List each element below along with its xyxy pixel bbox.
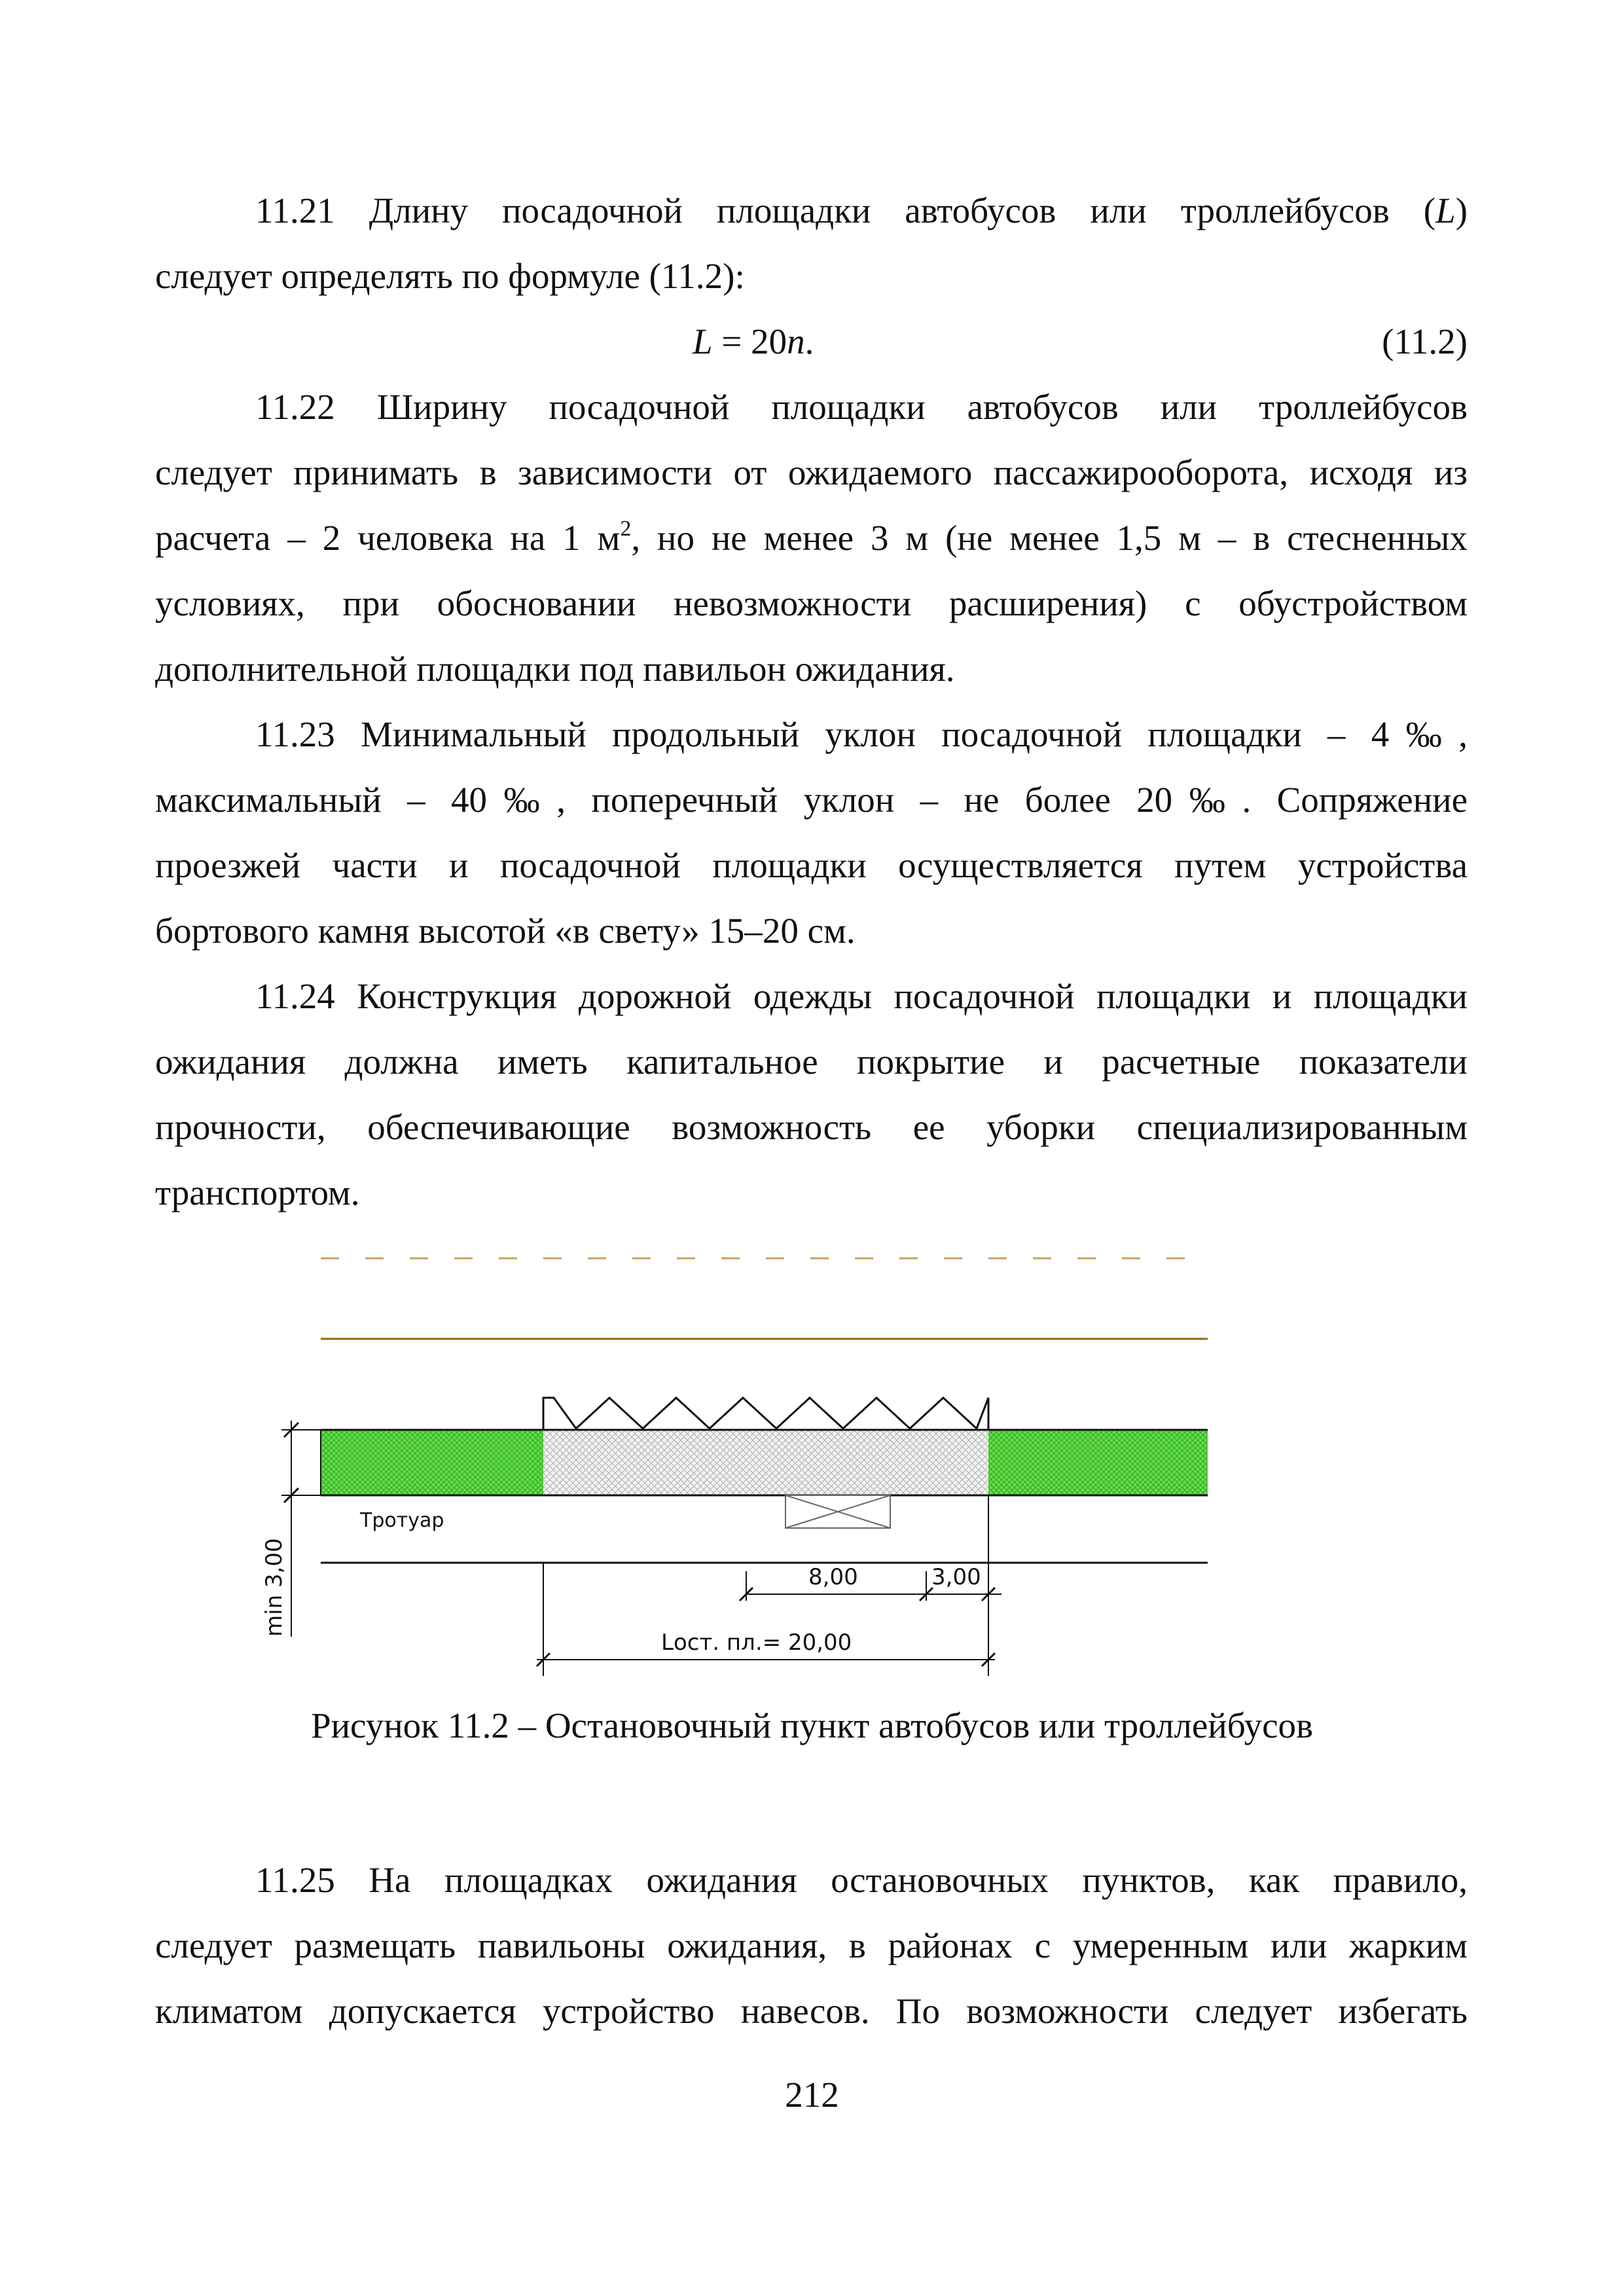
dimension-total: Lост. пл.= 20,00 [661,1630,852,1656]
paragraph-11-23-line-4: бортового камня высотой «в свету» 15–20 см. [155,911,856,951]
boarding-platform [543,1430,988,1495]
paragraph-11-24-line-2: ожидания должна иметь капитальное покрытие и расчетные показатели [155,1042,1468,1082]
paragraph-11-23-line-1: 11.23 Минимальный продольный уклон посадочной площадки – 4‰, [255,714,1468,754]
bus-stop-figure [242,1244,1237,1689]
paragraph-11-22-line-1: 11.22 Ширину посадочной площадки автобусов или троллейбусов [255,387,1468,427]
paragraph-11-21-line-1: 11.21 Длину посадочной площадки автобусов или троллейбусов (L) [255,191,1468,230]
green-strip-left [321,1430,543,1495]
paragraph-11-22-line-4: условиях, при обосновании невозможности расширения) с обустройством [155,583,1468,623]
figure-caption: Рисунок 11.2 – Остановочный пункт автобусов или троллейбусов [311,1705,1313,1745]
paragraph-11-25-line-2: следует размещать павильоны ожидания, в районах с умеренным или жарким [155,1925,1468,1965]
page-number: 212 [785,2075,839,2115]
paragraph-11-24-line-3: прочности, обеспечивающие возможность ее уборки специализированным [155,1107,1468,1147]
paragraph-11-25-line-1: 11.25 На площадках ожидания остановочных пунктов, как правило, [255,1860,1468,1900]
vertical-dimension-label: min 3,00 [261,1538,287,1637]
paragraph-11-23-line-3: проезжей части и посадочной площадки осуществляется путем устройства [155,845,1468,885]
sidewalk-label: Тротуар [360,1509,444,1532]
bus-bays-zigzag [543,1398,988,1430]
paragraph-11-22-line-3: расчета – 2 человека на 1 $м^2$, но не менее 3 м (не менее 1,5 м – в стесненных [155,517,1468,558]
paragraph-11-23-line-2: максимальный – 40‰, поперечный уклон – не более 20‰. Сопряжение [155,780,1468,820]
formula-11-2: L = 20n. [693,321,814,361]
paragraph-11-22-line-2: следует принимать в зависимости от ожидаемого пассажирооборота, исходя из [155,452,1468,492]
dimension-3: 3,00 [931,1564,981,1590]
formula-number: (11.2) [1382,321,1468,361]
paragraph-11-22-line-5: дополнительной площадки под павильон ожидания. [155,649,955,689]
paragraph-11-25-line-3: климатом допускается устройство навесов. По возможности следует избегать [155,1991,1468,2031]
dimension-8: 8,00 [808,1564,858,1590]
paragraph-11-21-line-2: следует определять по формуле (11.2): [155,256,745,296]
paragraph-11-24-line-4: транспортом. [155,1173,360,1212]
green-strip-right [988,1430,1208,1495]
paragraph-11-24-line-1: 11.24 Конструкция дорожной одежды посадочной площадки и площадки [255,976,1468,1016]
